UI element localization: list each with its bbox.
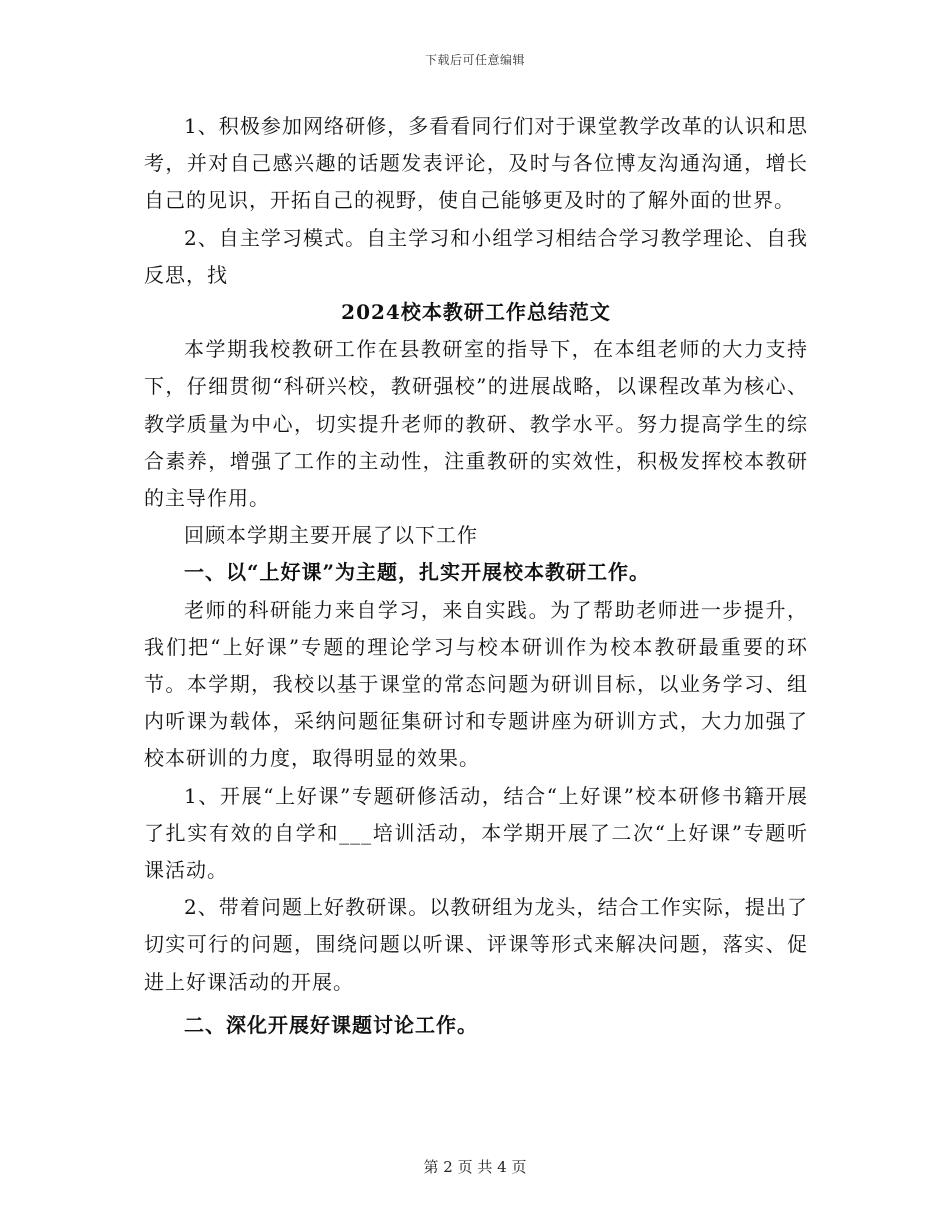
paragraph-review: 回顾本学期主要开展了以下工作 bbox=[184, 523, 478, 548]
document-body bbox=[144, 108, 808, 1044]
page-number: 第 2 页 共 4 页 bbox=[423, 1158, 527, 1176]
section-heading-1: 一、以“上好课”为主题，扎实开展校本教研工作。 bbox=[184, 560, 651, 585]
section-heading-2: 二、深化开展好课题讨论工作。 bbox=[184, 1012, 478, 1037]
paragraph-activity-1: 1、开展“上好课”专题研修活动，结合“上好课”校本研修书籍开展了扎实有效的自学和___培训活动，本学期开展了二次“上好课”专题听课活动。 bbox=[144, 783, 808, 883]
document-title: 2024校本教研工作总结范文 bbox=[341, 300, 611, 325]
paragraph-activity-2: 2、带着问题上好教研课。以教研组为龙头，结合工作实际，提出了切实可行的问题，围绕问题以听课、评课等形式来解决问题，落实、促进上好课活动的开展。 bbox=[144, 895, 808, 994]
paragraph-self-study: 2、自主学习模式。自主学习和小组学习相结合学习教学理论、自我反思，找 bbox=[144, 225, 808, 287]
page-header: 下载后可任意编辑 bbox=[424, 53, 525, 67]
paragraph-research-ability: 老师的科研能力来自学习，来自实践。为了帮助老师进一步提升，我们把“上好课”专题的理论学习与校本研训作为校本教研最重要的环节。本学期，我校以基于课堂的常态问题为研训目标，以业务学习、组内听课为载体，采纳问题征集研讨和专题讲座为研训方式，大力加强了校本研训的力度，取得明显的效果。 bbox=[144, 597, 808, 771]
paragraph-online-study: 1、积极参加网络研修，多看看同行们对于课堂教学改革的认识和思考，并对自己感兴趣的话题发表评论，及时与各位博友沟通沟通，增长自己的见识，开拓自己的视野，使自己能够更及时的了解外面的世界。 bbox=[144, 114, 808, 213]
paragraph-intro: 本学期我校教研工作在县教研室的指导下，在本组老师的大力支持下，仔细贯彻“科研兴校，教研强校”的进展战略，以课程改革为核心、教学质量为中心，切实提升老师的教研、教学水平。努力提高学生的综合素养，增强了工作的主动性，注重教研的实效性，积极发挥校本教研的主导作用。 bbox=[144, 337, 808, 511]
